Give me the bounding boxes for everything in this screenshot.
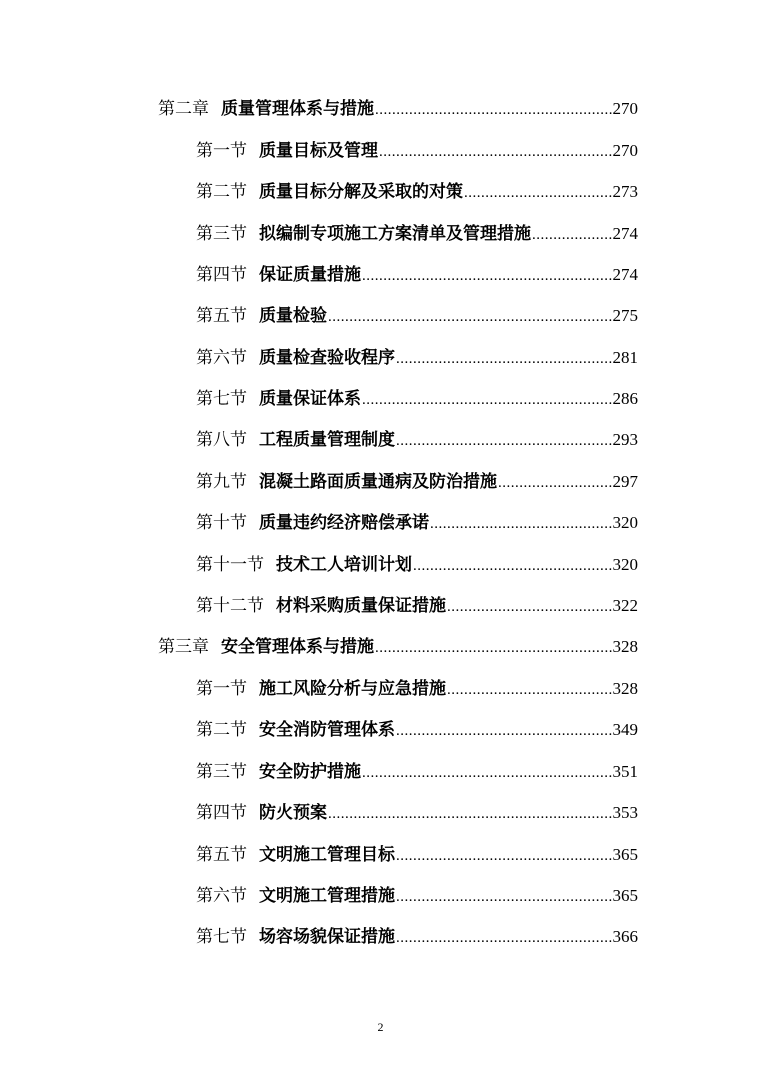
toc-entry-page: 365 [612,845,638,864]
toc-entry-section[interactable] [196,677,638,701]
toc-entry-page: 351 [612,762,638,781]
toc-entry-label: 第五节 [196,845,247,865]
dot-leader [396,926,612,950]
dot-leader [396,719,612,743]
toc-entry-page: 286 [612,389,638,408]
dot-leader [413,554,612,578]
toc-entry-page: 274 [612,224,638,243]
toc-entry-section[interactable] [196,263,638,287]
toc-entry-page: 353 [612,803,638,822]
toc-entry-title: 文明施工管理目标 [259,845,395,865]
toc-entry-page: 328 [612,679,638,698]
toc-entry-label: 第十节 [196,513,247,533]
toc-entry-title: 保证质量措施 [259,265,361,285]
toc-entry-page: 297 [612,472,638,491]
dot-leader [430,512,612,536]
toc-entry-page: 365 [612,886,638,905]
dot-leader [498,471,612,495]
toc-entry-title: 防火预案 [259,803,327,823]
toc-entry-section[interactable] [196,925,638,949]
toc-entry-label: 第八节 [196,430,247,450]
toc-entry-page: 281 [612,348,638,367]
toc-entry-section[interactable] [196,346,638,370]
dot-leader [464,181,612,205]
toc-entry-title: 质量目标分解及采取的对策 [259,182,463,202]
toc-entry-title: 场容场貌保证措施 [259,927,395,947]
toc-entry-section[interactable] [196,180,638,204]
toc-entry-label: 第六节 [196,348,247,368]
toc-entry-title: 材料采购质量保证措施 [276,596,446,616]
toc-entry-section[interactable] [196,594,638,618]
toc-entry-section[interactable] [196,801,638,825]
dot-leader [447,595,612,619]
toc-entry-title: 质量检验 [259,306,327,326]
dot-leader [375,98,612,122]
toc-entry-page: 349 [612,720,638,739]
toc-entry-section[interactable] [196,387,638,411]
toc-entry-page: 270 [612,141,638,160]
toc-entry-title: 技术工人培训计划 [276,555,412,575]
dot-leader [396,844,612,868]
toc-entry-label: 第三节 [196,762,247,782]
toc-entry-label: 第六节 [196,886,247,906]
toc-entry-section[interactable] [196,718,638,742]
footer-page-number: 2 [377,1020,384,1034]
dot-leader [362,388,612,412]
toc-entry-label: 第二节 [196,720,247,740]
toc-entry-section[interactable] [196,553,638,577]
dot-leader [379,140,612,164]
dot-leader [362,264,612,288]
dot-leader [532,223,612,247]
dot-leader [396,429,612,453]
toc-entry-section[interactable] [196,843,638,867]
toc-entry-label: 第七节 [196,927,247,947]
toc-entry-label: 第一节 [196,679,247,699]
toc-entry-label: 第七节 [196,389,247,409]
dot-leader [375,636,612,660]
toc-entry-title: 文明施工管理措施 [259,886,395,906]
toc-entry-title: 工程质量管理制度 [259,430,395,450]
dot-leader [328,305,612,329]
toc-entry-title: 安全防护措施 [259,762,361,782]
toc-entry-title: 混凝土路面质量通病及防治措施 [259,472,497,492]
toc-entry-title: 质量违约经济赔偿承诺 [259,513,429,533]
toc-entry-page: 274 [612,265,638,284]
toc-entry-page: 366 [612,927,638,946]
toc-entry-title: 安全管理体系与措施 [221,637,374,657]
toc-entry-title: 施工风险分析与应急措施 [259,679,446,699]
toc-entry-label: 第十二节 [196,596,264,616]
dot-leader [362,761,612,785]
toc-entry-section[interactable] [196,222,638,246]
toc-entry-page: 273 [612,182,638,201]
toc-entry-page: 293 [612,430,638,449]
toc-entry-section[interactable] [196,511,638,535]
toc-entry-section[interactable] [196,428,638,452]
dot-leader [447,678,612,702]
toc-entry-label: 第三节 [196,224,247,244]
toc-entry-title: 安全消防管理体系 [259,720,395,740]
toc-entry-title: 质量管理体系与措施 [221,99,374,119]
toc-entry-label: 第九节 [196,472,247,492]
toc-entry-page: 320 [612,513,638,532]
toc-entry-label: 第五节 [196,306,247,326]
toc-entry-page: 322 [612,596,638,615]
toc-entry-label: 第二章 [158,99,209,119]
toc-entry-section[interactable] [196,760,638,784]
toc-entry-label: 第三章 [158,637,209,657]
toc-entry-chapter[interactable] [158,635,638,659]
toc-entry-title: 质量目标及管理 [259,141,378,161]
toc-entry-page: 328 [612,637,638,656]
toc-entry-title: 拟编制专项施工方案清单及管理措施 [259,224,531,244]
toc-entry-label: 第四节 [196,265,247,285]
toc-entry-page: 275 [612,306,638,325]
toc-entry-label: 第二节 [196,182,247,202]
toc-entry-label: 第十一节 [196,555,264,575]
dot-leader [396,347,612,371]
toc-entry-page: 270 [612,99,638,118]
toc-entry-section[interactable] [196,139,638,163]
toc-entry-page: 320 [612,555,638,574]
dot-leader [396,885,612,909]
toc-entry-section[interactable] [196,304,638,328]
toc-entry-label: 第四节 [196,803,247,823]
dot-leader [328,802,612,826]
toc-entry-section[interactable] [196,884,638,908]
toc-entry-section[interactable] [196,470,638,494]
toc-entry-label: 第一节 [196,141,247,161]
toc-entry-title: 质量检查验收程序 [259,348,395,368]
toc-entry-title: 质量保证体系 [259,389,361,409]
toc-entry-chapter[interactable] [158,97,638,121]
